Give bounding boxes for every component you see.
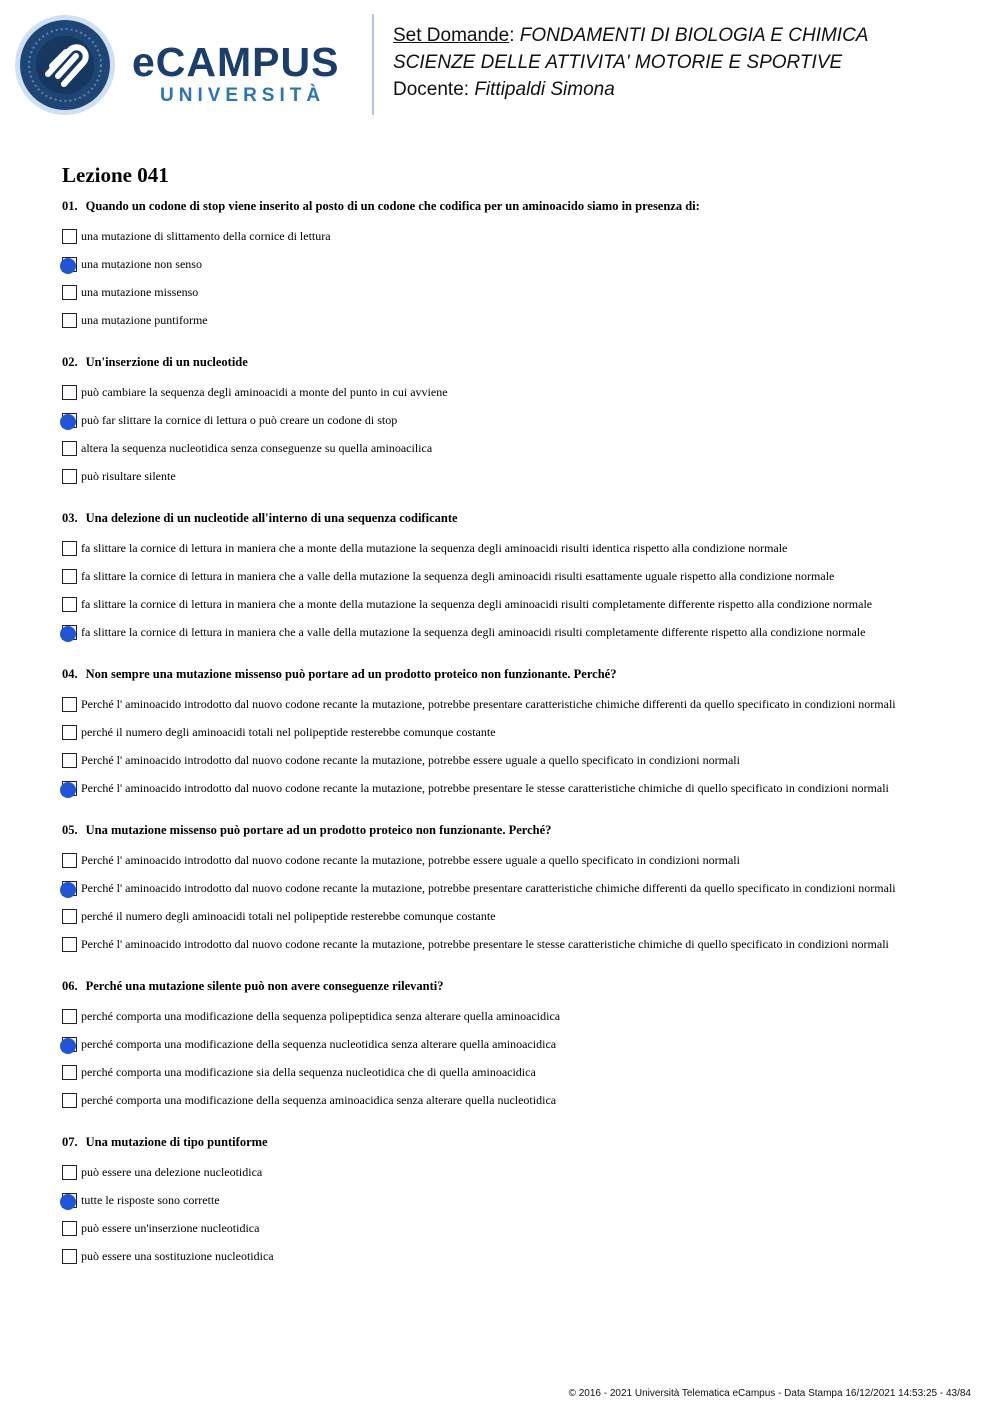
answer-label: perché il numero degli aminoacidi totali nel polipeptide resterebbe comunque costante bbox=[81, 909, 496, 923]
answer-label: fa slittare la cornice di lettura in maniera che a valle della mutazione la sequenza degli aminoacidi risulti esattamente uguale rispetto alla condizione normale bbox=[81, 569, 835, 583]
ecampus-emblem-icon bbox=[14, 14, 116, 121]
answer-option[interactable] bbox=[62, 902, 962, 930]
answer-option[interactable] bbox=[62, 462, 962, 490]
answer-label: Perché l' aminoacido introdotto dal nuovo codone recante la mutazione, potrebbe essere uguale a quello specificato in condizioni normali bbox=[81, 753, 740, 767]
question-number: 05. bbox=[62, 823, 78, 837]
question-block bbox=[62, 822, 962, 958]
selected-answer-mark-icon bbox=[60, 782, 76, 798]
answer-option[interactable] bbox=[62, 746, 962, 774]
answer-label: può essere una delezione nucleotidica bbox=[81, 1165, 263, 1179]
answer-label: una mutazione missenso bbox=[81, 285, 199, 299]
answer-option[interactable] bbox=[62, 1242, 962, 1270]
answer-option[interactable] bbox=[62, 1030, 962, 1058]
answer-label: perché comporta una modificazione della sequenza aminoacidica senza alterare quella nucleotidica bbox=[81, 1093, 557, 1107]
question-number: 03. bbox=[62, 511, 78, 525]
question-prompt: Una delezione di un nucleotide all'interno di una sequenza codificante bbox=[85, 511, 458, 525]
selected-answer-mark-icon bbox=[60, 1038, 76, 1054]
answer-label: Perché l' aminoacido introdotto dal nuovo codone recante la mutazione, potrebbe presentare caratteristiche chimiche differenti da quello specificato in condizioni normali bbox=[81, 697, 896, 711]
answer-option[interactable] bbox=[62, 590, 962, 618]
answer-checkbox[interactable] bbox=[62, 441, 77, 456]
question-number: 07. bbox=[62, 1135, 78, 1149]
answer-label: fa slittare la cornice di lettura in maniera che a monte della mutazione la sequenza degli aminoacidi risulti completamente differente rispetto alla condizione normale bbox=[81, 597, 873, 611]
question-number: 01. bbox=[62, 199, 78, 213]
answer-option[interactable] bbox=[62, 1214, 962, 1242]
question-block bbox=[62, 198, 962, 334]
answer-label: perché il numero degli aminoacidi totali nel polipeptide resterebbe comunque costante bbox=[81, 725, 496, 739]
answer-checkbox[interactable] bbox=[62, 937, 77, 952]
question-text bbox=[62, 978, 962, 994]
answer-checkbox[interactable] bbox=[62, 541, 77, 556]
question-prompt: Quando un codone di stop viene inserito al posto di un codone che codifica per un aminoacido siamo in presenza di: bbox=[85, 199, 700, 213]
question-prompt: Un'inserzione di un nucleotide bbox=[85, 355, 248, 369]
answer-option[interactable] bbox=[62, 406, 962, 434]
answer-label: perché comporta una modificazione della sequenza nucleotidica senza alterare quella aminoacidica bbox=[81, 1037, 557, 1051]
answer-checkbox[interactable] bbox=[62, 1093, 77, 1108]
answer-checkbox[interactable] bbox=[62, 597, 77, 612]
course-program: SCIENZE DELLE ATTIVITA' MOTORIE E SPORTIVE bbox=[393, 52, 843, 73]
answer-checkbox[interactable] bbox=[62, 909, 77, 924]
answer-option[interactable] bbox=[62, 718, 962, 746]
answer-option[interactable] bbox=[62, 306, 962, 334]
answer-label: Perché l' aminoacido introdotto dal nuovo codone recante la mutazione, potrebbe presentare caratteristiche chimiche differenti da quello specificato in condizioni normali bbox=[81, 881, 896, 895]
answer-label: può essere una sostituzione nucleotidica bbox=[81, 1249, 274, 1263]
page-footer: © 2016 - 2021 Università Telematica eCampus - Data Stampa 16/12/2021 14:53:25 - 43/84 bbox=[568, 1388, 971, 1399]
answer-option[interactable] bbox=[62, 534, 962, 562]
question-number: 04. bbox=[62, 667, 78, 681]
answer-option[interactable] bbox=[62, 222, 962, 250]
answer-label: perché comporta una modificazione sia della sequenza nucleotidica che di quella aminoacidica bbox=[81, 1065, 536, 1079]
question-list bbox=[62, 198, 962, 1270]
course-title: FONDAMENTI DI BIOLOGIA E CHIMICA bbox=[519, 25, 869, 46]
selected-answer-mark-icon bbox=[60, 258, 76, 274]
answer-checkbox[interactable] bbox=[62, 1249, 77, 1264]
answer-checkbox[interactable] bbox=[62, 1009, 77, 1024]
teacher-label: Docente: bbox=[393, 79, 470, 100]
question-text bbox=[62, 822, 962, 838]
question-block bbox=[62, 978, 962, 1114]
selected-answer-mark-icon bbox=[60, 414, 76, 430]
answer-checkbox[interactable] bbox=[62, 285, 77, 300]
answer-checkbox[interactable] bbox=[62, 1221, 77, 1236]
answer-checkbox[interactable] bbox=[62, 229, 77, 244]
answer-checkbox[interactable] bbox=[62, 853, 77, 868]
answer-label: tutte le risposte sono corrette bbox=[81, 1193, 220, 1207]
answer-label: Perché l' aminoacido introdotto dal nuovo codone recante la mutazione, potrebbe essere uguale a quello specificato in condizioni normali bbox=[81, 853, 740, 867]
answer-option[interactable] bbox=[62, 278, 962, 306]
answer-checkbox[interactable] bbox=[62, 469, 77, 484]
answer-label: Perché l' aminoacido introdotto dal nuovo codone recante la mutazione, potrebbe presentare le stesse caratteristiche chimiche di quello specificato in condizioni normali bbox=[81, 781, 889, 795]
answer-checkbox[interactable] bbox=[62, 385, 77, 400]
answer-option[interactable] bbox=[62, 250, 962, 278]
question-prompt: Una mutazione missenso può portare ad un prodotto proteico non funzionante. Perché? bbox=[85, 823, 552, 837]
answer-checkbox[interactable] bbox=[62, 313, 77, 328]
answer-checkbox[interactable] bbox=[62, 1065, 77, 1080]
answer-label: fa slittare la cornice di lettura in maniera che a monte della mutazione la sequenza degli aminoacidi risulti identica rispetto alla condizione normale bbox=[81, 541, 788, 555]
logo-subtitle: UNIVERSITÀ bbox=[160, 85, 326, 106]
answer-option[interactable] bbox=[62, 774, 962, 802]
answer-option[interactable] bbox=[62, 1002, 962, 1030]
logo-wordmark: eCAMPUS bbox=[132, 39, 340, 85]
teacher-line bbox=[393, 76, 868, 103]
answer-label: una mutazione puntiforme bbox=[81, 313, 208, 327]
question-prompt: Una mutazione di tipo puntiforme bbox=[85, 1135, 268, 1149]
teacher-name: Fittipaldi Simona bbox=[474, 79, 615, 100]
answer-label: Perché l' aminoacido introdotto dal nuovo codone recante la mutazione, potrebbe presentare le stesse caratteristiche chimiche di quello specificato in condizioni normali bbox=[81, 937, 889, 951]
answer-option[interactable] bbox=[62, 1186, 962, 1214]
course-info bbox=[393, 22, 868, 103]
answer-option[interactable] bbox=[62, 846, 962, 874]
answer-option[interactable] bbox=[62, 1086, 962, 1114]
question-number: 02. bbox=[62, 355, 78, 369]
answer-label: può cambiare la sequenza degli aminoacidi a monte del punto in cui avviene bbox=[81, 385, 448, 399]
question-prompt: Perché una mutazione silente può non avere conseguenze rilevanti? bbox=[85, 979, 444, 993]
answer-option[interactable] bbox=[62, 434, 962, 462]
question-text bbox=[62, 666, 962, 682]
question-prompt: Non sempre una mutazione missenso può portare ad un prodotto proteico non funzionante. Perché? bbox=[85, 667, 617, 681]
question-text bbox=[62, 510, 962, 526]
question-block bbox=[62, 1134, 962, 1270]
question-number: 06. bbox=[62, 979, 78, 993]
question-text bbox=[62, 1134, 962, 1150]
selected-answer-mark-icon bbox=[60, 1194, 76, 1210]
question-text bbox=[62, 354, 962, 370]
answer-option[interactable] bbox=[62, 562, 962, 590]
question-block bbox=[62, 666, 962, 802]
answer-label: una mutazione di slittamento della cornice di lettura bbox=[81, 229, 331, 243]
selected-answer-mark-icon bbox=[60, 882, 76, 898]
ecampus-logo bbox=[132, 40, 339, 108]
answer-label: può risultare silente bbox=[81, 469, 176, 483]
answer-option[interactable] bbox=[62, 874, 962, 902]
answer-checkbox[interactable] bbox=[62, 569, 77, 584]
set-label: Set Domande bbox=[393, 25, 510, 46]
answer-option[interactable] bbox=[62, 1158, 962, 1186]
question-text bbox=[62, 198, 962, 214]
answer-checkbox[interactable] bbox=[62, 1165, 77, 1180]
answer-option[interactable] bbox=[62, 1058, 962, 1086]
answer-label: una mutazione non senso bbox=[81, 257, 202, 271]
course-line-1: Set Domande: FONDAMENTI DI BIOLOGIA E CHIMICA bbox=[393, 25, 869, 46]
question-block bbox=[62, 354, 962, 490]
answer-label: fa slittare la cornice di lettura in maniera che a valle della mutazione la sequenza degli aminoacidi risulti completamente differente rispetto alla condizione normale bbox=[81, 625, 866, 639]
answer-checkbox[interactable] bbox=[62, 697, 77, 712]
answer-option[interactable] bbox=[62, 618, 962, 646]
answer-option[interactable] bbox=[62, 930, 962, 958]
answer-label: può far slittare la cornice di lettura o può creare un codone di stop bbox=[81, 413, 398, 427]
answer-option[interactable] bbox=[62, 378, 962, 406]
selected-answer-mark-icon bbox=[60, 626, 76, 642]
answer-option[interactable] bbox=[62, 690, 962, 718]
answer-label: altera la sequenza nucleotidica senza conseguenze su quella aminoacilica bbox=[81, 441, 433, 455]
lesson-title: Lezione 041 bbox=[62, 163, 169, 187]
answer-label: perché comporta una modificazione della sequenza polipeptidica senza alterare quella aminoacidica bbox=[81, 1009, 561, 1023]
question-block bbox=[62, 510, 962, 646]
answer-checkbox[interactable] bbox=[62, 725, 77, 740]
course-line-2 bbox=[393, 49, 868, 76]
answer-label: può essere un'inserzione nucleotidica bbox=[81, 1221, 260, 1235]
question-set bbox=[62, 162, 962, 1290]
header-divider bbox=[372, 14, 374, 115]
page-header bbox=[0, 0, 1000, 130]
answer-checkbox[interactable] bbox=[62, 753, 77, 768]
